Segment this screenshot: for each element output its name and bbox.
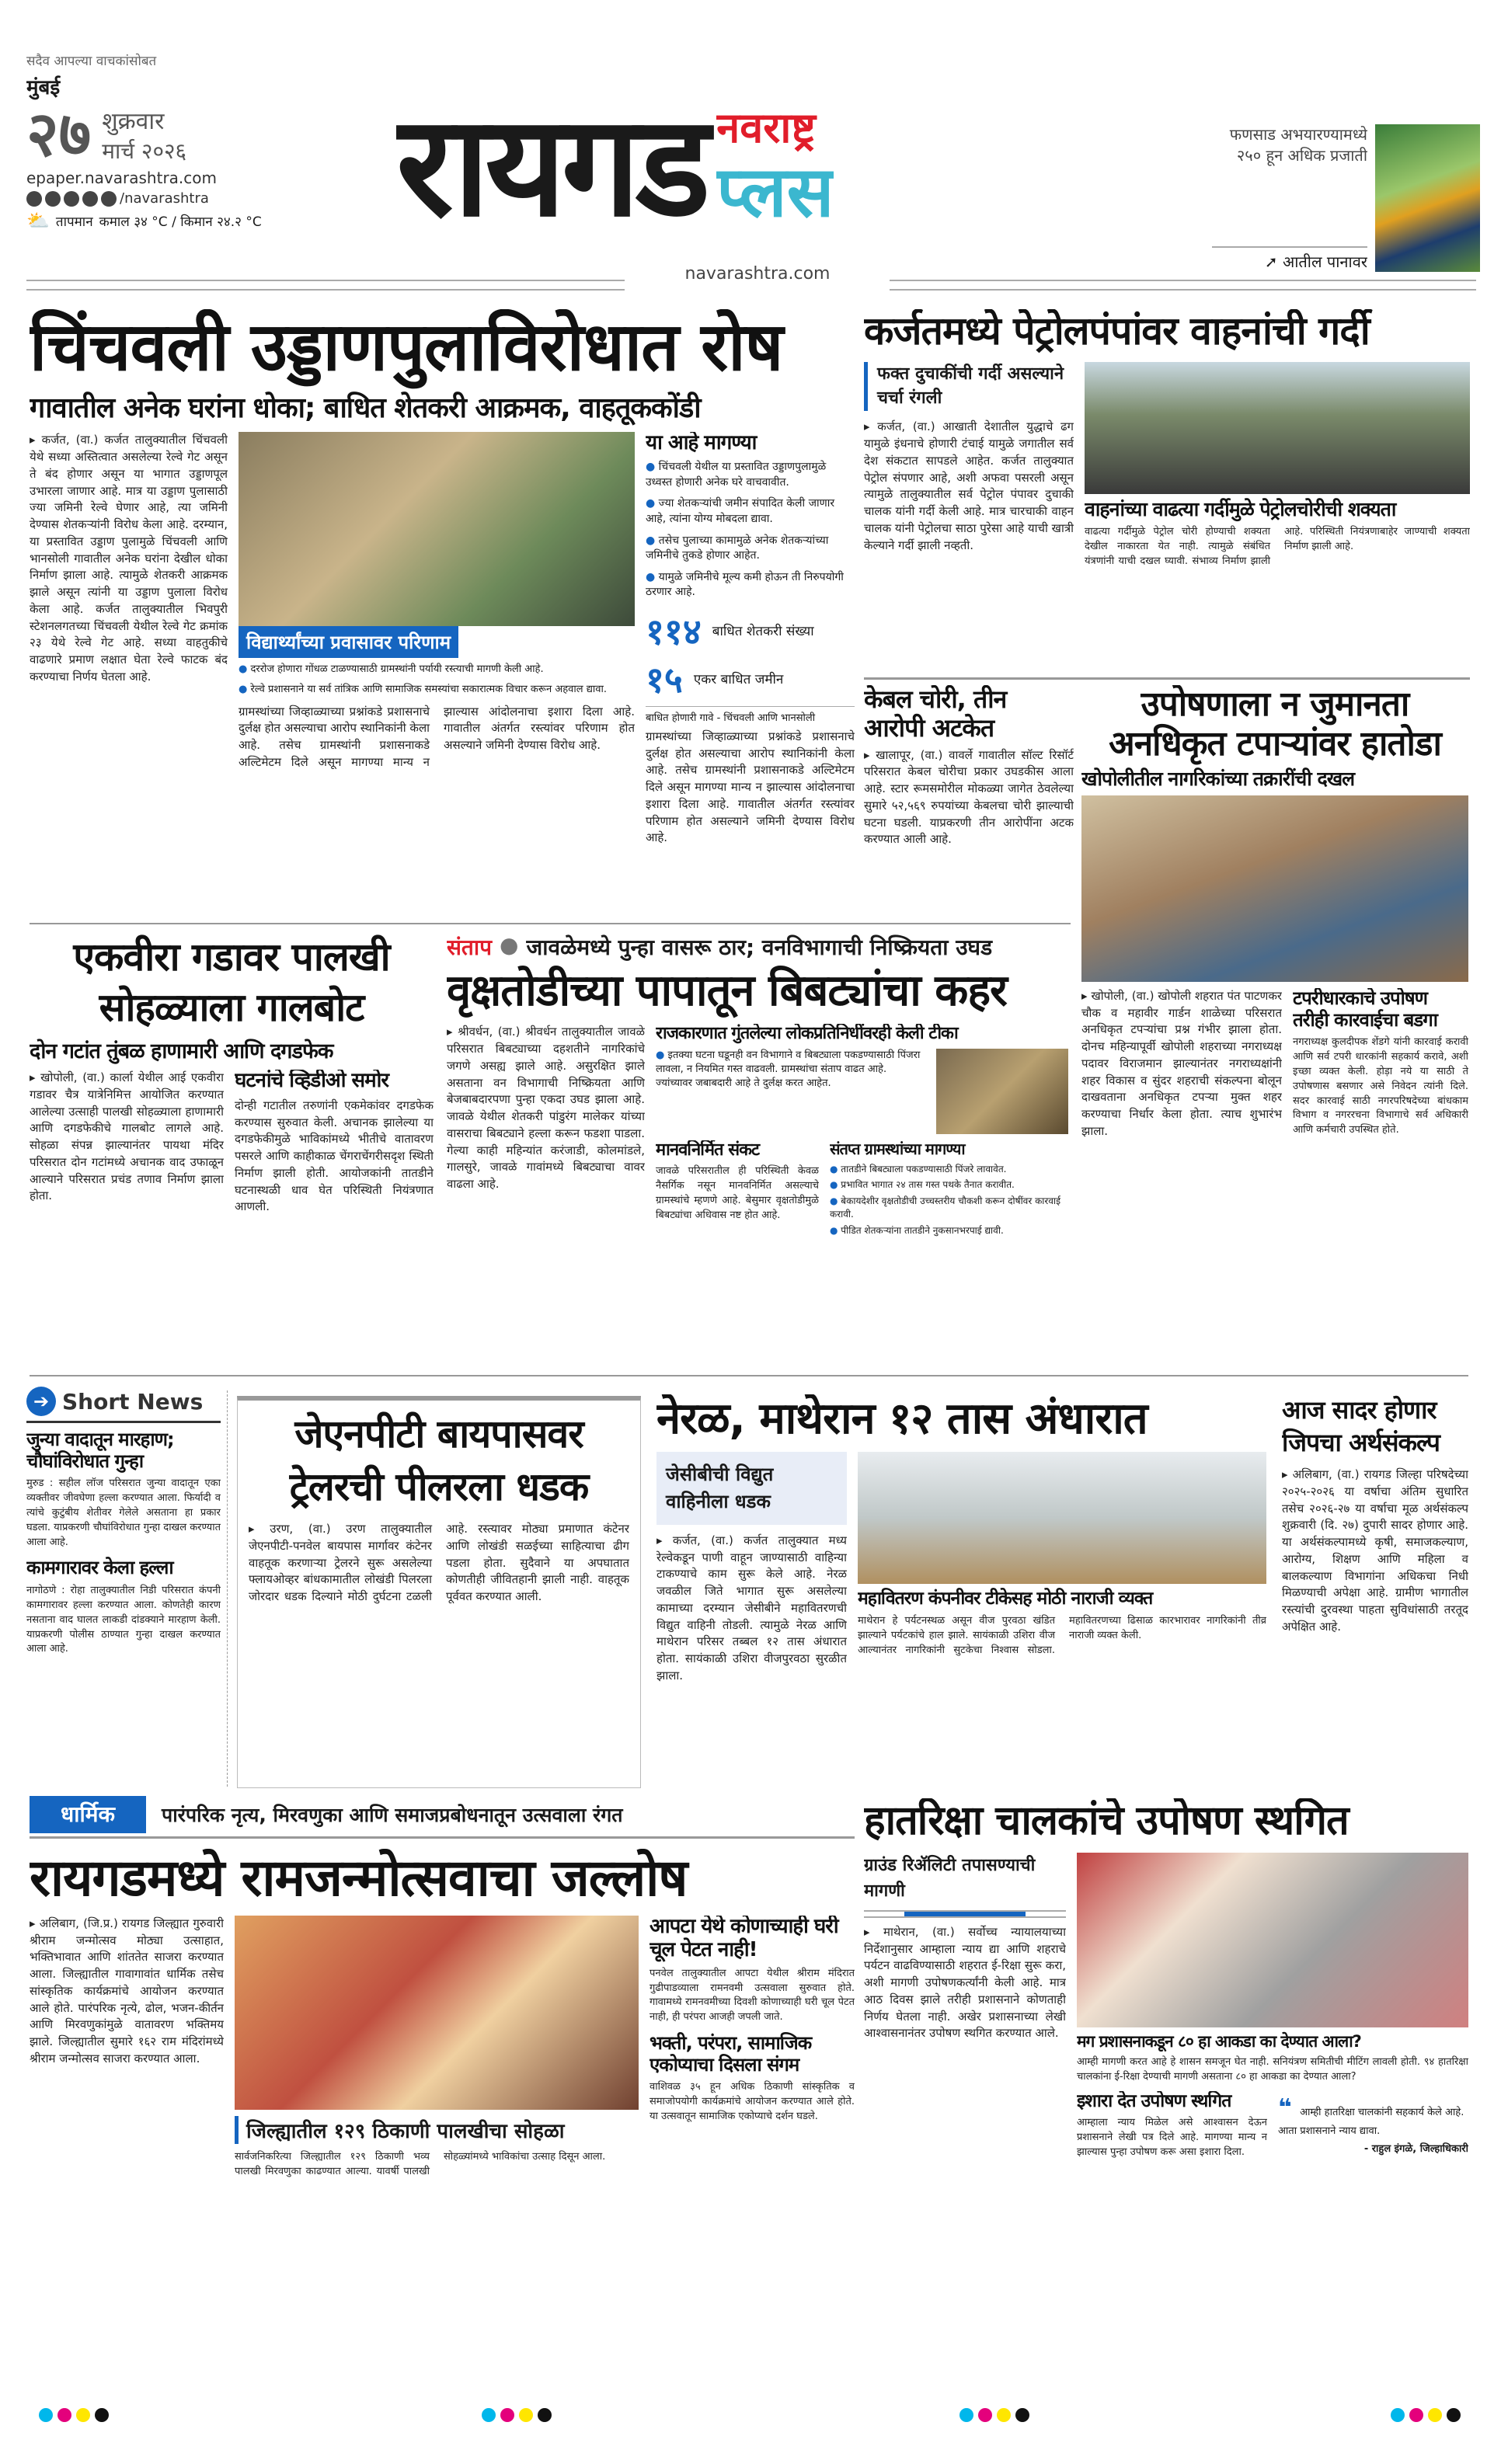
date-day: २७ bbox=[26, 103, 92, 165]
hornbill-image bbox=[1375, 124, 1480, 272]
leopard-kicker-text: जावळेमध्ये पुन्हा वासरू ठार; वनविभागाची निष्क्रियता उघड bbox=[526, 934, 993, 960]
leopard-kicker bbox=[447, 932, 1068, 962]
point: ● पीडित शेतकऱ्यांना तातडीने नुकसानभरपाई द्यावी. bbox=[830, 1224, 1068, 1237]
neral-story bbox=[656, 1394, 1266, 1787]
religious-sub2-headline: भक्ती, परंपरा, सामाजिक एकोप्याचा दिसला संगम bbox=[650, 2032, 812, 2076]
khopoli-side bbox=[1293, 988, 1468, 1369]
leopard-tag: संताप bbox=[447, 934, 493, 960]
rickshaw-kicker: ग्राउंड रिॲलिटी तपासण्याची मागणी bbox=[864, 1855, 1036, 1901]
neral-sub-body: माथेरान हे पर्यटनस्थळ असून वीज पुरवठा खंडित झाल्याने पर्यटकांचे हाल झाले. सायंकाळी उशिरा वीज आल्यानंतर नागरिकांनी सुटकेचा निश्वास सोडला. महावितरणच्या ढिसाळ कारभारावर नागरिकांनी तीव्र नाराजी व्यक्त केली. bbox=[858, 1614, 1266, 1656]
khopoli-body-text: ▸ खोपोली, (वा.) खोपोली शहरात पंत पाटणकर चौक व महावीर गार्डन शाळेच्या परिसरात अनधिकृत टपऱ्यांचा प्रश्न गंभीर झाला होता. दोनच महिन्यापूर्वी खोपोली शहराच्या नगराध्यक्ष पदावर विराजमान झाल्यानंतर नगराध्यक्षांनी शहर विकास व सुंदर शहराची संकल्पना बोलून दाखवताना अनधिकृत टपऱ्या मुक्त शहर करण्याचा निर्धार केला होता. त्याच शुभारंभ झाला. bbox=[1081, 989, 1282, 1138]
zp-body bbox=[1282, 1467, 1468, 1787]
date-block bbox=[26, 103, 368, 165]
karjat-body-text: ▸ कर्जत, (वा.) आखाती देशातील युद्धाचे ढग यामुळे इंधनाचे होणारी टंचाई यामुळे जगातील सर्व देश संकटात सापडले आहेत. कर्जत तालुक्यात पेट्रोल संपणार आहे, अशी अफवा पसरली असून त्यामुळे तालुक्यातील सर्व पेट्रोल पंपावर दुचाकी चालक यांनी गर्दी केली आहे. मात्र चारचाकी वाहन चालक यांनी पेट्रोलचा साठा पुरेसा आहे याची खात्री केल्याने गर्दी झाली नव्हती. bbox=[864, 419, 1074, 552]
neral-photo bbox=[858, 1452, 1266, 1584]
ekvira-video bbox=[235, 1070, 434, 1367]
cable-body-text: ▸ खालापूर, (वा.) वावर्ले गावातील सॉल्ट रिसॉर्ट परिसरात केबल चोरीचा प्रकार उघडकीस आला आहे. स्टार रूमसमोरील मोकळ्या जागेत ठेवलेल्या सुमारे ५२,५६९ रुपयांच्या केबलचा चोरी झाल्याची घटना घडली. याप्रकरणी तीन आरोपींना अटक करण्यात आली आहे. bbox=[864, 748, 1074, 847]
quote-author: - राहुल इंगळे, जिल्हाधिकारी bbox=[1363, 2142, 1468, 2155]
lead-headline[interactable]: चिंचवली उड्डाणपुलाविरोधात रोष bbox=[30, 309, 783, 386]
stat-label: बाधित शेतकरी संख्या bbox=[712, 624, 814, 640]
cable-body bbox=[864, 747, 1074, 917]
ekvira-headline[interactable]: एकवीरा गडावर पालखी सोहळ्याला गालबोट bbox=[73, 934, 390, 1030]
khopoli-headline[interactable]: उपोषणाला न जुमानता अनधिकृत टपाऱ्यांवर हातोडा bbox=[1109, 685, 1441, 764]
religious-center bbox=[235, 1916, 639, 2396]
caption-point: ● रेल्वे प्रशासनाने या सर्व तांत्रिक आणि सामाजिक समस्यांचा सकारात्मक विचार करून अहवाल द्यावा. bbox=[239, 683, 635, 697]
leopard-right bbox=[656, 1024, 1068, 1367]
leopard-sub-row bbox=[656, 1140, 1068, 1367]
rickshaw-columns bbox=[864, 1853, 1468, 2396]
rickshaw-story bbox=[864, 1798, 1468, 2396]
lead-columns bbox=[30, 432, 855, 917]
rickshaw-right bbox=[1077, 1853, 1468, 2396]
stat-land bbox=[646, 655, 855, 703]
karjat-right bbox=[1085, 362, 1470, 675]
lead-caption-points bbox=[239, 663, 635, 703]
rickshaw-bottom-row bbox=[1077, 2091, 1468, 2396]
religious-body-text: ▸ अलिबाग, (जि.प्र.) रायगड जिल्ह्यात गुरुवारी श्रीराम जन्मोत्सव मोठ्या उत्साहात, भक्तिभावात आणि शांततेत साजरा करण्यात आला. जिल्ह्यातील गावागावांत धार्मिक तसेच सांस्कृतिक कार्यक्रमांचे आयोजन करण्यात आले होते. पारंपरिक नृत्ये, ढोल, भजन-कीर्तन आणि मिरवणुकांमुळे वातावरण भक्तिमय झाले. जिल्ह्यातील सुमारे १६२ राम मंदिरांमध्ये श्रीराम जन्मोत्सव साजरा करण्यात आला. bbox=[30, 1916, 224, 2066]
leopard-sub3 bbox=[830, 1140, 1068, 1367]
leopard-sub2-headline: मानवनिर्मित संकट bbox=[656, 1140, 760, 1160]
stats-caption: बाधित होणारी गावे - चिंचवली आणि भानसोली bbox=[646, 706, 855, 724]
epaper-link[interactable]: epaper.navarashtra.com bbox=[26, 169, 217, 187]
weekday: शुक्रवार bbox=[102, 107, 165, 135]
religious-sub1-body: पनवेल तालुक्यातील आपटा येथील श्रीराम मंदिरात गुढीपाडव्याला रामनवमी उत्सवाला सुरुवात होते. गावामध्ये रामनवमीच्या दिवशी कोणाच्याही घरी चूल पेटत नाही, ही परंपरा आजही जपली जाते. bbox=[650, 1967, 855, 2024]
rickshaw-headline[interactable]: हातरिक्षा चालकांचे उपोषण स्थगित bbox=[864, 1798, 1349, 1844]
leopard-columns bbox=[447, 1024, 1068, 1367]
short-news-headline[interactable]: कामगारावर केला हल्ला bbox=[26, 1557, 173, 1579]
caption-point: ● दररोज होणारा गोंधळ टाळण्यासाठी ग्रामस्थांनी पर्यायी रस्त्याची मागणी केली आहे. bbox=[239, 663, 635, 677]
youtube-icon[interactable] bbox=[82, 191, 98, 207]
zp-story bbox=[1282, 1394, 1468, 1787]
ekvira-video-headline: घटनांचे व्हिडीओ समोर bbox=[235, 1070, 389, 1093]
weather-label: तापमान bbox=[55, 214, 93, 230]
religious-sub1-headline: आपटा येथे कोणाच्याही घरी चूल पेटत नाही! bbox=[650, 1915, 838, 1961]
divider bbox=[30, 923, 1071, 924]
date-text bbox=[102, 104, 186, 165]
facebook-icon[interactable] bbox=[26, 191, 42, 207]
lead-body-2: ग्रामस्थांच्या जिव्हाळ्याच्या प्रश्नांकडे प्रशासनाचे दुर्लक्ष होत असल्याचा आरोप स्थानिकांनी केला आहे. तसेच ग्रामस्थांनी प्रशासनाकडे अल्टिमेटम दिले असून मागण्या मान्य न झाल्यास आंदोलनाचा इशारा दिला आहे. गावातील अंतर्गत रस्त्यांवर परिणाम होत असल्याने जमिनी देण्यास विरोध आहे. bbox=[239, 704, 635, 769]
zp-body-text: ▸ अलिबाग, (वा.) रायगड जिल्हा परिषदेच्या २०२५-२०२६ या वर्षाचा अंतिम सुधारित तसेच २०२६-२७ या वर्षाचा मूळ अर्थसंकल्प शुक्रवारी (दि. २७) दुपारी सादर होणार आहे. या अर्थसंकल्पामध्ये कृषी, समाजकल्याण, आरोग्य, शिक्षण आणि महिला व बालकल्याण विभागांना अधिकचा निधी मिळण्याची अपेक्षा आहे. ग्रामीण भागातील रस्त्यांची दुरवस्था पाहता सुविधांसाठी तरतूद अपेक्षित आहे. bbox=[1282, 1467, 1468, 1634]
quote-icon: ❝ bbox=[1278, 2093, 1301, 2121]
lead-subhead: गावातील अनेक घरांना धोका; बाधित शेतकरी आक्रमक, वाहतूककोंडी bbox=[30, 392, 701, 424]
leopard-headline[interactable]: वृक्षतोडीच्या पापातून बिबट्यांचा कहर bbox=[447, 966, 1007, 1016]
lead-story bbox=[30, 309, 855, 917]
registration-marks bbox=[959, 2408, 1034, 2425]
religious-sub2-body: वाशिवळ ३५ हून अधिक ठिकाणी सांस्कृतिक व समाजोपयोगी कार्यक्रमांचे आयोजन करण्यात आले होते. या उत्सवातून सामाजिक एकोप्याचे दर्शन घडले. bbox=[650, 2081, 855, 2122]
promo-author bbox=[1212, 246, 1367, 272]
short-news-headline[interactable]: जुन्या वादातून मारहाण; चौघांविरोधात गुन्हा bbox=[26, 1429, 174, 1472]
karjat-headline[interactable]: कर्जतमध्ये पेट्रोलपंपांवर वाहनांची गर्दी bbox=[864, 309, 1370, 353]
x-icon[interactable] bbox=[64, 191, 79, 207]
leopard-story bbox=[447, 932, 1068, 1367]
khopoli-columns bbox=[1081, 988, 1468, 1369]
quote-text: आम्ही हातरिक्षा चालकांनी सहकार्य केले आहे. आता प्रशासनाने न्याय द्यावा. bbox=[1278, 2106, 1464, 2138]
social-handle: /navarashtra bbox=[120, 190, 209, 207]
weather-icon: ⛅ bbox=[26, 210, 50, 231]
leopard-sub1-body bbox=[656, 1049, 925, 1134]
rickshaw-body-text: ▸ माथेरान, (वा.) सर्वोच्च न्यायालयाच्या निर्देशानुसार आम्हाला न्याय द्या आणि शहराचे पर्यटन वाढविण्यासाठी शहरात ई-रिक्षा सुरू करा, अशी मागणी उपोषणकर्त्यांनी केली आहे. मात्र आठ दिवस झाले तरीही प्रशासनाने कोणताही निर्णय घेतला नाही. अखेर प्रशासनाच्या लेखी आश्वासनानंतर उपोषण स्थगित करण्यात आले. bbox=[864, 1925, 1066, 2041]
social-icons[interactable] bbox=[26, 190, 368, 207]
karjat-body bbox=[864, 419, 1074, 674]
instagram-icon[interactable] bbox=[45, 191, 61, 207]
demand-item: ● चिंचवली येथील या प्रस्तावित उड्डाणपुलामुळे उध्वस्त होणारी अनेक घरे वाचवावीत. bbox=[646, 460, 855, 490]
lead-body bbox=[30, 432, 228, 917]
neral-headline[interactable]: नेरळ, माथेरान १२ तास अंधारात bbox=[656, 1394, 1148, 1444]
point: ● बेकायदेशीर वृक्षतोडीची उच्चस्तरीय चौकशी करून दोषींवर कारवाई करावी. bbox=[830, 1195, 1068, 1221]
leopard-sub1-row bbox=[656, 1049, 1068, 1134]
leopard-photo bbox=[936, 1049, 1068, 1134]
zp-headline[interactable]: आज सादर होणार जिपचा अर्थसंकल्प bbox=[1282, 1395, 1440, 1457]
leopard-sub2-body: जावळे परिसरातील ही परिस्थिती केवळ नैसर्गिक नसून मानवनिर्मित असल्याचे ग्रामस्थांचे म्हणणे आहे. बेसुमार वृक्षतोडीमुळे बिबट्यांचा अधिवास नष्ट होत आहे. bbox=[656, 1164, 819, 1221]
religious-photo-body: सार्वजनिकरित्या जिल्ह्यातील १२९ ठिकाणी भव्य पालखी मिरवणुका काढण्यात आल्या. यावर्षी पालखी सोहळ्यांमध्ये भाविकांचा उत्साह दिसून आला. bbox=[235, 2150, 606, 2177]
karjat-quote: फक्त दुचाकींची गर्दी असल्याने चर्चा रंगली bbox=[864, 362, 1074, 412]
lead-photo-caption bbox=[239, 626, 635, 658]
promo-author-label: आतील पानावर bbox=[1282, 252, 1367, 271]
bullet-icon: ● bbox=[500, 932, 519, 958]
leopard-sub2 bbox=[656, 1140, 819, 1367]
neral-sub-headline: महावितरण कंपनीवर टीकेसह मोठी नाराजी व्यक्त bbox=[858, 1589, 1153, 1610]
leopard-sub3-headline: संतप्त ग्रामस्थांच्या मागण्या bbox=[830, 1140, 965, 1158]
rickshaw-kicker-rule bbox=[864, 1910, 1066, 1918]
neral-right bbox=[858, 1452, 1266, 1787]
ekvira-body bbox=[30, 1070, 224, 1367]
weather bbox=[26, 210, 368, 231]
stat-number: ११४ bbox=[646, 610, 702, 653]
weather-value: कमाल ३४ °C / किमान २४.२ °C bbox=[99, 214, 262, 230]
neral-body-text: ▸ कर्जत, (वा.) कर्जत तालुक्यात मध्य रेल्वेकडून पाणी वाहून जाण्यासाठी वाहिन्या टाकण्याचे काम सुरू केले आहे. नेरळ जवळील जिते भागात सुरू असलेल्या कामाच्या दरम्यान जेसीबीने महावितरणची विद्युत वाहिनी तोडली. त्यामुळे नेरळ आणि माथेरान परिसर तब्बल १२ तास अंधारात होता. सायंकाळी उशिरा वीजपुरवठा सुरळीत झाला. bbox=[656, 1533, 847, 1683]
logo-main: रायगड bbox=[396, 85, 706, 248]
karjat-photo-body: वाढत्या गर्दीमुळे पेट्रोल चोरी होण्याची शक्यता देखील नाकारता येत नाही. त्यामुळे संबंधित यंत्रणांनी याची दखल घ्यावी. संभाव्य निर्माण झाली आहे. परिस्थिती नियंत्रणाबाहेर जाण्याची शक्यता निर्माण झाली आहे. bbox=[1085, 526, 1470, 567]
lead-center bbox=[239, 432, 635, 917]
demands-title: या आहे मागण्या bbox=[646, 432, 757, 455]
religious-photo-caption: जिल्ह्यातील १२९ ठिकाणी पालखीचा सोहळा bbox=[235, 2116, 639, 2144]
neral-body bbox=[656, 1533, 847, 1787]
leopard-body bbox=[447, 1024, 645, 1367]
registration-marks bbox=[1391, 2408, 1465, 2425]
rickshaw-warning bbox=[1077, 2091, 1267, 2396]
logo-top: नवराष्ट्र bbox=[716, 103, 816, 153]
neral-left bbox=[656, 1452, 847, 1787]
divider bbox=[890, 280, 1476, 291]
rickshaw-quote bbox=[1278, 2091, 1468, 2396]
short-news-title: Short News bbox=[62, 1388, 204, 1415]
jnpt-story bbox=[237, 1396, 641, 1788]
religious-columns bbox=[30, 1916, 855, 2396]
demand-item: ● ज्या शेतकऱ्यांची जमीन संपादित केली जाणार आहे, त्यांना योग्य मोबदला द्यावा. bbox=[646, 496, 855, 527]
karjat-photo-headline: वाहनांच्या वाढत्या गर्दीमुळे पेट्रोलचोरीची शक्यता bbox=[1085, 497, 1396, 520]
neral-columns bbox=[656, 1452, 1266, 1787]
karjat-columns bbox=[864, 362, 1470, 675]
leopard-sub3-points bbox=[830, 1163, 1068, 1367]
neral-side-label: जेसीबीची विद्युत वाहिनीला धडक bbox=[656, 1452, 847, 1525]
religious-tag: धार्मिक bbox=[30, 1796, 146, 1833]
short-news bbox=[26, 1387, 221, 1787]
lead-body-3: ग्रामस्थांच्या जिव्हाळ्याच्या प्रश्नांकडे प्रशासनाचे दुर्लक्ष होत असल्याचा आरोप स्थानिकांनी केला आहे. तसेच ग्रामस्थांनी प्रशासनाकडे अल्टिमेटम दिले असून मागण्या मान्य न झाल्यास आंदोलनाचा इशारा दिला आहे. गावातील अंतर्गत रस्त्यांवर परिणाम होत असल्याने जमिनी देण्यास विरोध आहे. bbox=[646, 729, 855, 845]
stat-farmers bbox=[646, 607, 855, 655]
jnpt-headline[interactable]: जेएनपीटी बायपासवर ट्रेलरची पीलरला धडक bbox=[289, 1411, 589, 1509]
arrow-icon: ➚ bbox=[1264, 252, 1283, 271]
website[interactable]: navarashtra.com bbox=[684, 264, 831, 284]
column-divider bbox=[227, 1390, 228, 1787]
month-year: मार्च २०२६ bbox=[102, 137, 187, 164]
logo-bottom: प्लस bbox=[716, 151, 834, 231]
short-news-body: नागोठणे : रोहा तालुक्यातील निडी परिसरात कंपनी कामगारावर हल्ला करण्यात आला. कोणतेही कारण नसताना वाद घालत लाकडी दांडक्याने मारहाण केली. याप्रकरणी पोलीस ठाण्यात गुन्हा दाखल करण्यात आला आहे. bbox=[26, 1585, 221, 1655]
registration-marks bbox=[482, 2408, 556, 2425]
masthead bbox=[0, 0, 1501, 303]
religious-photo bbox=[235, 1916, 639, 2110]
divider bbox=[30, 1375, 1468, 1376]
rickshaw-sub-headline: मग प्रशासनाकडून ८० हा आकडा का देण्यात आला? bbox=[1077, 2031, 1361, 2051]
religious-kicker: पारंपरिक नृत्य, मिरवणुका आणि समाजप्रबोधनातून उत्सवाला रंगत bbox=[162, 1804, 623, 1826]
lead-photo-caption-text: विद्यार्थ्यांच्या प्रवासावर परिणाम bbox=[239, 626, 458, 658]
point: ● इतक्या घटना घडूनही वन विभागाने व बिबट्याला पकडण्यासाठी पिंजरा लावला, न नियमित गस्त वाढवली. ग्रामस्थांचा संताप वाढत आहे. ज्यांच्यावर जबाबदारी आहे ते दुर्लक्ष करत आहेत. bbox=[656, 1049, 925, 1091]
short-news-header bbox=[26, 1387, 221, 1423]
cable-story bbox=[864, 685, 1074, 917]
demands-list bbox=[646, 460, 855, 607]
arrow-circle-icon: ➔ bbox=[26, 1387, 56, 1416]
promo[interactable] bbox=[1212, 124, 1367, 272]
jnpt-body-text: ▸ उरण, (वा.) उरण तालुक्यातील जेएनपीटी-पनवेल बायपास मार्गावर कंटेनर वाहतूक करणाऱ्या ट्रेलरने सुरू असलेल्या फ्लायओव्हर बांधकामातील लोखंडी पिलरला जोरदार धडक दिल्याने मोठी दुर्घटना टळली आहे. रस्त्यावर मोठ्या प्रमाणात कंटेनर आणि लोखंडी सळईच्या साहित्याचा ढीग पडला होता. सुदैवाने या अपघातात कोणतीही जीवितहानी झाली नाही. वाहतूक पूर्ववत करण्यात आली. bbox=[249, 1522, 629, 1603]
khopoli-story bbox=[1081, 685, 1468, 1369]
khopoli-subhead: खोपोलीतील नागरिकांच्या तक्रारींची दखल bbox=[1081, 767, 1355, 791]
short-news-body: मुरुड : सहील लॉज परिसरात जुन्या वादातून एका व्यक्तीवर जीवघेणा हल्ला करण्यात आला. फिर्यादी व त्यांचे कुटुंबीय शेतीवर गेलेले असताना हा प्रकार घडला. याप्रकरणी चौघांविरोधात गुन्हा दाखल करण्यात आला आहे. bbox=[26, 1477, 221, 1548]
logo-side bbox=[716, 103, 834, 231]
rickshaw-warning-headline: इशारा देत उपोषण स्थगित bbox=[1077, 2090, 1231, 2111]
demand-item: ● तसेच पुलाच्या कामामुळे अनेक शेतकऱ्यांच्या जमिनीचे तुकडे होणार आहेत. bbox=[646, 534, 855, 564]
rickshaw-left bbox=[864, 1853, 1066, 2396]
lead-photo bbox=[239, 432, 635, 626]
rickshaw-sub-body: आम्ही मागणी करत आहे हे शासन समजून घेत नाही. सनियंत्रण समितीची मीटिंग लावली होती. ९४ हातरिक्षा चालकांना ई-रिक्षा देण्याची मागणी असताना ८० हा आकडा का देण्यात आला? bbox=[1077, 2055, 1468, 2083]
point: ● तातडीने बिबट्याला पकडण्यासाठी पिंजरे लावावेत. bbox=[830, 1163, 1068, 1176]
lead-sidebar bbox=[646, 432, 855, 917]
stat-number: १५ bbox=[646, 658, 683, 701]
religious-right bbox=[650, 1916, 855, 2396]
lead-body-text: ▸ कर्जत, (वा.) कर्जत तालुक्यातील चिंचवली येथे सध्या अस्तित्वात असलेल्या रेल्वे गेट असून ते बंद होणार असून या भागात उड्डाणपूल उभारला जाणार आहे. मात्र या उड्डाण पुलासाठी ज्या जमिनी रेल्वे घेणार आहे, त्या जमिनी देण्यास शेतकऱ्यांनी विरोध केला आहे. दरम्यान, या प्रस्तावित उड्डाण पुलामुळे चिंचवली आणि भानसोली गावातील अनेक घरांना देखील धोका निर्माण झाला आहे. त्यामुळे शेतकरी आक्रमक झाले असून त्यांनी या उड्डाण पुलाला विरोध केला आहे. कर्जत तालुक्यातील भिवपुरी स्टेशनलगतच्या चिंचवली येथील रेल्वे गेट क्रमांक २३ येथे रेल्वे गेट आहे. सध्या वाहतुकीचे वाढणारे प्रमाण लक्षात घेता रेल्वे फाटक बंद करण्याचा निर्णय घेतला आहे. bbox=[30, 433, 228, 684]
religious-story bbox=[30, 1849, 855, 2396]
leopard-body-text: ▸ श्रीवर्धन, (वा.) श्रीवर्धन तालुक्यातील जावळे परिसरात बिबट्याच्या दहशतीने नागरिकांचे जगणे असह्य झाले आहे. असुरक्षित झाले असताना वन विभागाची निष्क्रियता आणि बेजबाबदारपणा पुन्हा एकदा उघड झाला आहे. जावळे येथील शेतकरी पांडुरंग मालेकर यांच्या वासराचा बिबट्याने हल्ला करून फडशा पाडला. गेल्या काही महिन्यांत करंजाडी, कोलमांडले, गालसुरे, जावळे गावांमध्ये बिबट्याचा वावर वाढला आहे. bbox=[447, 1025, 645, 1191]
point: ● प्रभावित भागात २४ तास गस्त पथके तैनात करावीत. bbox=[830, 1178, 1068, 1192]
religious-band bbox=[30, 1796, 855, 1839]
rickshaw-photo bbox=[1077, 1853, 1468, 2027]
promo-text[interactable]: फणसाड अभयारण्यामध्ये २५० हून अधिक प्रजाती bbox=[1229, 125, 1367, 165]
cable-headline[interactable]: केबल चोरी, तीन आरोपी अटकेत bbox=[864, 685, 1007, 743]
khopoli-side-body: नगराध्यक्ष कुलदीपक शेंडगे यांनी कारवाई करावी आणि सर्व टपरी धारकांनी सहकार्य करावे, अशी इच्छा व्यक्त केली. होड़ा नये या साठी ते उपोषणास बसणार असे निवेदन त्यांनी दिले. सदर कारवाई साठी नगरपरिषदेच्या बांधकाम विभाग व नगररचना विभागाचे सर्व अधिकारी आणि कर्मचारी उपस्थित होते. bbox=[1293, 1036, 1468, 1136]
city: मुंबई bbox=[26, 76, 61, 99]
karjat-photo bbox=[1085, 362, 1470, 494]
khopoli-side-headline: टपरीधारकाचे उपोषण तरीही कारवाईचा बडगा bbox=[1293, 987, 1437, 1031]
stat-label: एकर बाधित जमीन bbox=[693, 672, 784, 688]
ekvira-columns bbox=[30, 1070, 434, 1367]
masthead-info bbox=[26, 51, 368, 277]
khopoli-photo bbox=[1081, 795, 1468, 982]
rickshaw-body bbox=[864, 1924, 1066, 2396]
khopoli-body bbox=[1081, 988, 1282, 1369]
registration-marks bbox=[39, 2408, 113, 2425]
karjat-left bbox=[864, 362, 1074, 675]
karjat-story bbox=[864, 309, 1470, 674]
rickshaw-warning-body: आम्हाला न्याय मिळेल असे आश्वासन देऊन प्रशासनाने लेखी पत्र दिले आहे. मागण्या मान्य न झाल्यास पुन्हा उपोषण करू असा इशारा दिला. bbox=[1077, 2117, 1267, 2158]
ekvira-body-text: ▸ खोपोली, (वा.) कार्ला येथील आई एकवीरा गडावर चैत्र यात्रेनिमित्त आयोजित करण्यात आलेल्या उत्साही पालखी सोहळ्याला हाणामारी आणि दगडफेकीचे गालबोट लागले आहे. सोहळा संपन्न झाल्यानंतर पायथा मंदिर परिसरात दोन गटांमध्ये अचानक वाद उफाळून आल्याने परिसरात प्रचंड तणाव निर्माण झाला होता. bbox=[30, 1070, 224, 1202]
religious-body bbox=[30, 1916, 224, 2396]
religious-headline[interactable]: रायगडमध्ये रामजन्मोत्सवाचा जल्लोष bbox=[30, 1849, 688, 1908]
ekvira-subhead: दोन गटांत तुंबळ हाणामारी आणि दगडफेक bbox=[30, 1039, 333, 1063]
linkedin-icon[interactable] bbox=[101, 191, 117, 207]
divider bbox=[26, 280, 625, 291]
tagline: सदैव आपल्या वाचकांसोबत bbox=[26, 54, 157, 69]
leopard-sub1-headline: राजकारणात गुंतलेल्या लोकप्रतिनिधींवरही केली टीका bbox=[656, 1024, 958, 1044]
demand-item: ● यामुळे जमिनीचे मूल्य कमी होऊन ती निरुपयोगी ठरणार आहे. bbox=[646, 570, 855, 600]
logo bbox=[396, 78, 1111, 256]
jnpt-body bbox=[249, 1521, 629, 1780]
divider bbox=[864, 677, 1470, 680]
ekvira-story bbox=[30, 932, 434, 1367]
ekvira-video-body: दोन्ही गटातील तरुणांनी एकमेकांवर दगडफेक करण्यास सुरुवात केली. अचानक झालेल्या या दगडफेकीमुळे भाविकांमध्ये भीतीचे वातावरण पसरले आणि काहीकाळ चेंगराचेंगरीसदृश स्थिती निर्माण झाली होती. आयोजकांनी तातडीने घटनास्थळी धाव घेत परिस्थिती नियंत्रणात आणली. bbox=[235, 1098, 434, 1214]
